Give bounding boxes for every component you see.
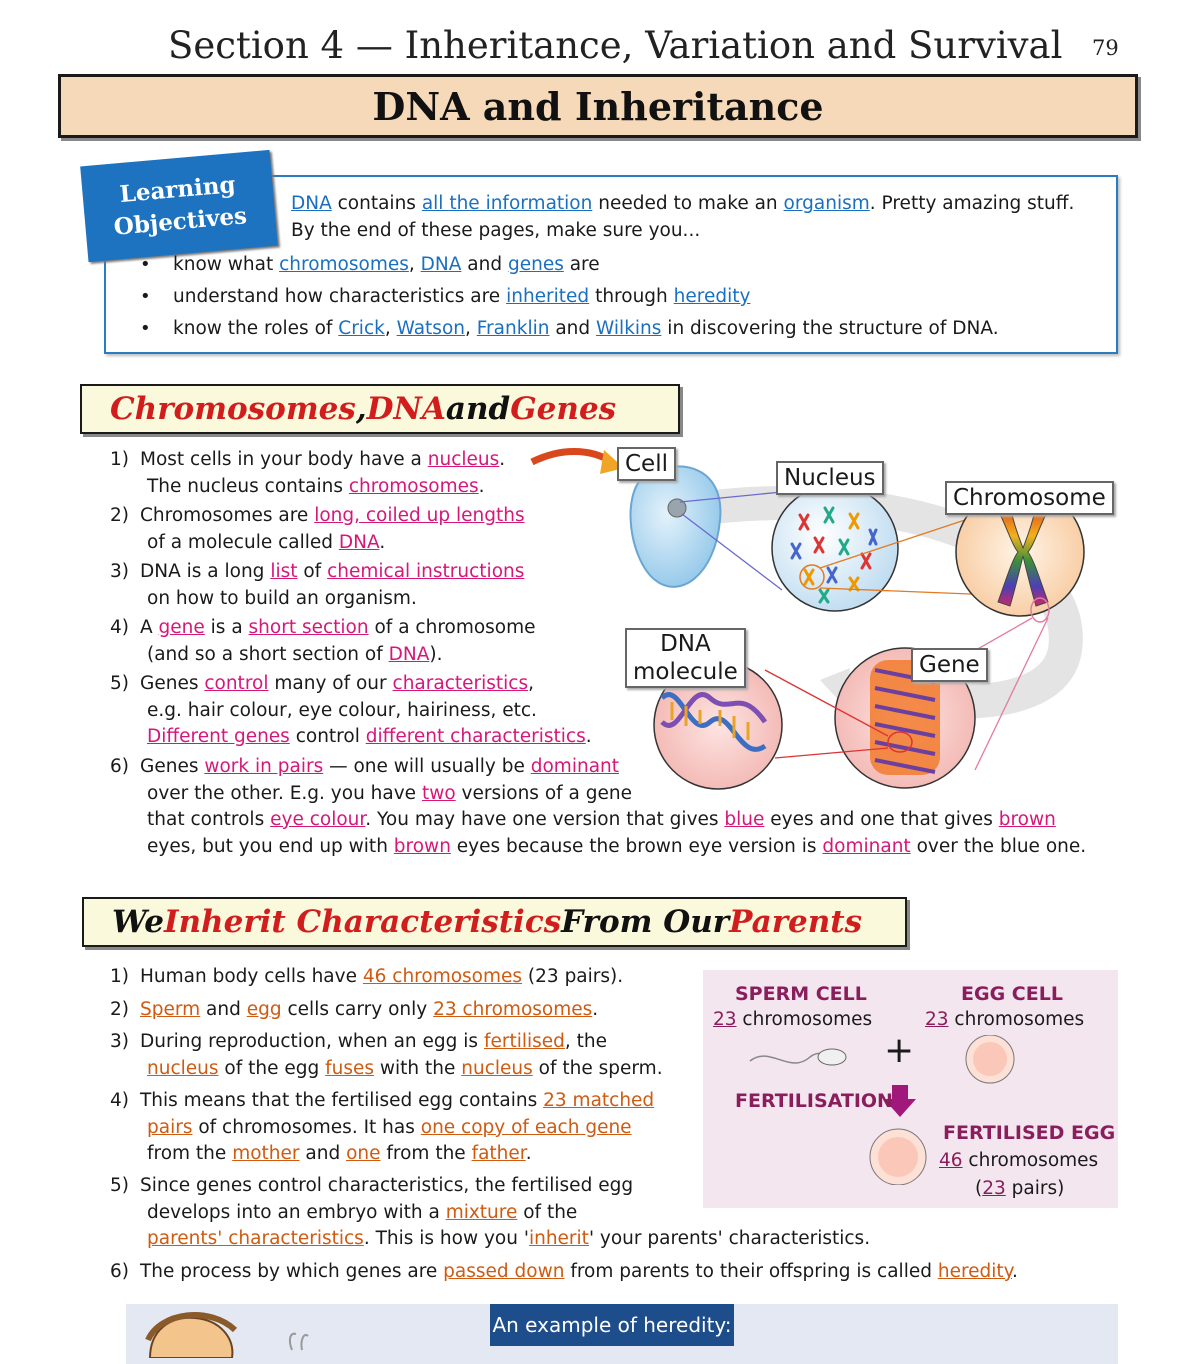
text: know the roles of xyxy=(173,318,339,339)
section-heading-inherit xyxy=(82,897,907,947)
keyword: eye colour xyxy=(270,809,366,830)
text: The process by which genes are xyxy=(140,1261,444,1282)
keyword: egg xyxy=(246,999,282,1020)
text: eyes because the brown eye version is xyxy=(450,835,823,857)
list-item-3 xyxy=(110,559,524,612)
text: eyes and one that gives xyxy=(764,809,999,830)
text: ' your parents' characteristics. xyxy=(588,1228,871,1249)
text: in discovering the structure of DNA. xyxy=(661,318,999,339)
text: contains xyxy=(331,193,422,214)
number: 46 xyxy=(939,1150,963,1171)
keyword: nucleus xyxy=(461,1057,533,1079)
text: needed to make an xyxy=(592,193,784,214)
keyword: nucleus xyxy=(427,449,500,470)
heading-word: We xyxy=(112,904,165,940)
keyword: two xyxy=(421,782,456,804)
text: of chromosomes. It has xyxy=(192,1116,421,1138)
item-number: 4) xyxy=(110,617,129,638)
bullet-dot: • xyxy=(140,318,151,339)
link-genes[interactable]: genes xyxy=(507,254,564,275)
bullet-dot: • xyxy=(140,286,151,307)
text: of the sperm. xyxy=(532,1057,663,1079)
text: that controls xyxy=(147,809,271,830)
label-chromosome: Chromosome xyxy=(945,481,1114,515)
text: over the blue one. xyxy=(910,835,1087,857)
badge-line-2: Objectives xyxy=(112,202,248,241)
lo-bullet-2 xyxy=(173,286,750,307)
item-number: 2) xyxy=(110,505,129,526)
text: (and so a short section of xyxy=(147,643,389,665)
heading-word: Inherit Characteristics xyxy=(164,904,562,940)
keyword: fuses xyxy=(325,1057,375,1079)
text: — one will usually be xyxy=(323,756,531,777)
label-line: molecule xyxy=(633,659,738,685)
keyword: gene xyxy=(158,617,205,638)
lo-bullet-1 xyxy=(173,254,600,275)
text: understand how characteristics are xyxy=(173,286,507,307)
keyword: chemical instructions xyxy=(327,561,525,582)
keyword: nucleus xyxy=(147,1057,219,1079)
fertilisation-label: FERTILISATION xyxy=(735,1090,893,1112)
heading-word: Genes xyxy=(510,391,617,427)
text: . xyxy=(499,449,506,470)
text: DNA is a long xyxy=(140,561,271,582)
text: and xyxy=(549,318,597,339)
heading-word: and xyxy=(445,391,511,427)
text: ). xyxy=(429,643,443,665)
number: 23 xyxy=(713,1009,737,1030)
link-organism[interactable]: organism xyxy=(783,193,870,214)
text: chromosomes xyxy=(962,1150,1099,1171)
lo-intro-line-1 xyxy=(291,193,1074,214)
text: develops into an embryo with a xyxy=(147,1201,446,1223)
label-cell: Cell xyxy=(617,447,676,481)
sperm-cell-title: SPERM CELL xyxy=(735,983,867,1005)
list-item-1 xyxy=(110,447,505,500)
text: of the egg xyxy=(218,1057,326,1079)
text: . This is how you ' xyxy=(363,1228,529,1249)
lo-bullet-3 xyxy=(173,318,999,339)
cartoon-figure xyxy=(140,1310,320,1358)
keyword: one copy of each gene xyxy=(420,1116,632,1138)
item-number: 6) xyxy=(110,1261,129,1282)
text: and xyxy=(200,999,247,1020)
keyword: 23 chromosomes xyxy=(433,999,593,1020)
page-number: 79 xyxy=(1092,36,1119,60)
text: is a xyxy=(204,617,249,638)
lo-intro-line-2: By the end of these pages, make sure you... xyxy=(291,220,701,241)
heredity-example-label: An example of heredity: xyxy=(490,1304,734,1346)
egg-cell-title: EGG CELL xyxy=(961,983,1063,1005)
cell-shape xyxy=(631,466,721,586)
section-heading-chromosomes xyxy=(80,384,680,434)
item-number: 2) xyxy=(110,999,129,1020)
text: , xyxy=(384,318,397,339)
text: pairs) xyxy=(1005,1178,1065,1199)
item-number: 3) xyxy=(110,1031,129,1052)
item-number: 1) xyxy=(110,449,129,470)
inherit-item-6 xyxy=(110,1259,1018,1286)
heading-word: From Our xyxy=(561,904,730,940)
link-inherited[interactable]: inherited xyxy=(506,286,590,307)
text: . xyxy=(525,1143,532,1164)
badge-line-1: Learning xyxy=(118,171,237,209)
fertilised-egg-inner xyxy=(878,1137,918,1177)
link-wilkins[interactable]: Wilkins xyxy=(596,318,662,339)
text: Genes xyxy=(140,756,205,777)
item-number: 3) xyxy=(110,561,129,582)
keyword: blue xyxy=(724,809,765,830)
keyword: short section xyxy=(248,617,369,638)
link-crick[interactable]: Crick xyxy=(338,318,385,339)
keyword: work in pairs xyxy=(204,756,324,777)
text: . xyxy=(478,475,485,497)
text: from the xyxy=(147,1143,233,1164)
link-heredity[interactable]: heredity xyxy=(673,286,751,307)
keyword: Sperm xyxy=(140,999,201,1020)
arrow-to-cell xyxy=(532,452,612,463)
keyword: chromosomes xyxy=(348,475,479,497)
egg-chromosomes xyxy=(925,1009,1084,1030)
text: (23 pairs). xyxy=(522,966,624,987)
item-number: 5) xyxy=(110,673,129,694)
text: through xyxy=(589,286,674,307)
label-nucleus: Nucleus xyxy=(776,461,884,495)
keyword: brown xyxy=(998,809,1056,830)
item-number: 6) xyxy=(110,756,129,777)
link-dna[interactable]: DNA xyxy=(291,193,332,214)
text: and xyxy=(461,254,508,275)
text: , xyxy=(528,673,534,694)
text: . xyxy=(1011,1261,1018,1282)
keyword: different characteristics xyxy=(365,726,586,747)
fertilised-chromosomes xyxy=(939,1150,1098,1171)
text: chromosomes xyxy=(736,1009,873,1030)
label-line: DNA xyxy=(660,631,711,657)
link-chromosomes[interactable]: chromosomes xyxy=(279,254,409,275)
keyword: characteristics xyxy=(392,673,529,694)
keyword: DNA xyxy=(338,531,380,553)
heading-word: DNA xyxy=(366,391,446,427)
text: . xyxy=(592,999,599,1020)
sperm-head-icon xyxy=(818,1049,846,1065)
text: The nucleus contains xyxy=(147,475,349,497)
section-header: Section 4 — Inheritance, Variation and Survival xyxy=(168,24,1063,67)
text: of a chromosome xyxy=(368,617,536,638)
text: eyes, but you end up with xyxy=(147,835,394,857)
keyword: control xyxy=(204,673,269,694)
text: of a molecule called xyxy=(147,531,339,553)
learning-objectives-badge xyxy=(80,150,278,262)
number: 23 xyxy=(982,1178,1006,1199)
item-number: 1) xyxy=(110,966,129,987)
keyword: one xyxy=(346,1143,381,1164)
inherit-item-3 xyxy=(110,1029,663,1082)
heading-word: Chromosomes xyxy=(110,391,356,427)
text: versions of a gene xyxy=(455,782,632,804)
text: know what xyxy=(173,254,280,275)
keyword: father xyxy=(471,1143,526,1164)
text: of the xyxy=(517,1201,578,1223)
list-item-4 xyxy=(110,615,536,668)
link-dna[interactable]: DNA xyxy=(420,254,462,275)
keyword: Different genes xyxy=(147,726,290,747)
text: chromosomes xyxy=(948,1009,1085,1030)
egg-inner xyxy=(973,1042,1007,1076)
keyword: passed down xyxy=(443,1261,565,1282)
inherit-item-2 xyxy=(110,997,598,1024)
text: over the other. E.g. you have xyxy=(147,782,422,804)
text: are xyxy=(563,254,600,275)
keyword: dominant xyxy=(822,835,911,857)
heading-word: , xyxy=(355,391,367,427)
text: Since genes control characteristics, the fertilised egg xyxy=(140,1175,634,1196)
sperm-chromosomes xyxy=(713,1009,872,1030)
text: Chromosomes are xyxy=(140,505,315,526)
number: 23 xyxy=(925,1009,949,1030)
inherit-item-1 xyxy=(110,964,623,991)
keyword: parents' characteristics xyxy=(147,1228,364,1249)
link-all-the-information[interactable]: all the information xyxy=(421,193,593,214)
keyword: mother xyxy=(232,1143,300,1164)
text: Genes xyxy=(140,673,205,694)
list-item-2 xyxy=(110,503,525,556)
text: During reproduction, when an egg is xyxy=(140,1031,484,1052)
keyword: pairs xyxy=(147,1116,193,1138)
keyword: brown xyxy=(393,835,451,857)
text: This means that the fertilised egg contains xyxy=(140,1090,544,1111)
keyword: dominant xyxy=(530,756,620,777)
text: of xyxy=(297,561,328,582)
text: . xyxy=(379,531,386,553)
label-dna-molecule xyxy=(625,628,746,688)
fertilised-pairs xyxy=(975,1178,1064,1199)
plus-sign: + xyxy=(884,1030,915,1071)
item-number: 4) xyxy=(110,1090,129,1111)
text: . You may have one version that gives xyxy=(365,809,725,830)
text: control xyxy=(289,726,366,747)
text: , the xyxy=(564,1031,608,1052)
text: many of our xyxy=(268,673,393,694)
label-gene: Gene xyxy=(911,648,988,682)
text: from parents to their offspring is called xyxy=(564,1261,938,1282)
text: from the xyxy=(380,1143,472,1164)
inherit-item-4 xyxy=(110,1088,654,1168)
keyword: heredity xyxy=(937,1261,1012,1282)
text: on how to build an organism. xyxy=(147,587,417,609)
keyword: DNA xyxy=(388,643,430,665)
keyword: list xyxy=(270,561,298,582)
keyword: long, coiled up lengths xyxy=(314,505,525,526)
keyword: mixture xyxy=(445,1201,518,1223)
text: . Pretty amazing stuff. xyxy=(869,193,1075,214)
link-watson[interactable]: Watson xyxy=(396,318,465,339)
text: , xyxy=(465,318,477,339)
text: e.g. hair colour, eye colour, hairiness, etc. xyxy=(147,699,537,721)
text: ( xyxy=(975,1178,983,1199)
text: A xyxy=(140,617,159,638)
bullet-dot: • xyxy=(140,254,151,275)
item-number: 5) xyxy=(110,1175,129,1196)
text: cells carry only xyxy=(281,999,434,1020)
page-title: DNA and Inheritance xyxy=(58,74,1138,138)
keyword: 46 chromosomes xyxy=(362,966,523,987)
text: with the xyxy=(374,1057,462,1079)
text: Human body cells have xyxy=(140,966,363,987)
cartoon-detail xyxy=(290,1334,308,1350)
text: and xyxy=(299,1143,347,1164)
text: , xyxy=(408,254,421,275)
fertilised-egg-title: FERTILISED EGG xyxy=(943,1122,1116,1144)
text: . xyxy=(585,726,592,747)
heading-word: Parents xyxy=(729,904,863,940)
text: Most cells in your body have a xyxy=(140,449,428,470)
keyword: 23 matched xyxy=(543,1090,655,1111)
keyword: fertilised xyxy=(483,1031,565,1052)
link-franklin[interactable]: Franklin xyxy=(476,318,550,339)
keyword: inherit xyxy=(528,1228,589,1249)
